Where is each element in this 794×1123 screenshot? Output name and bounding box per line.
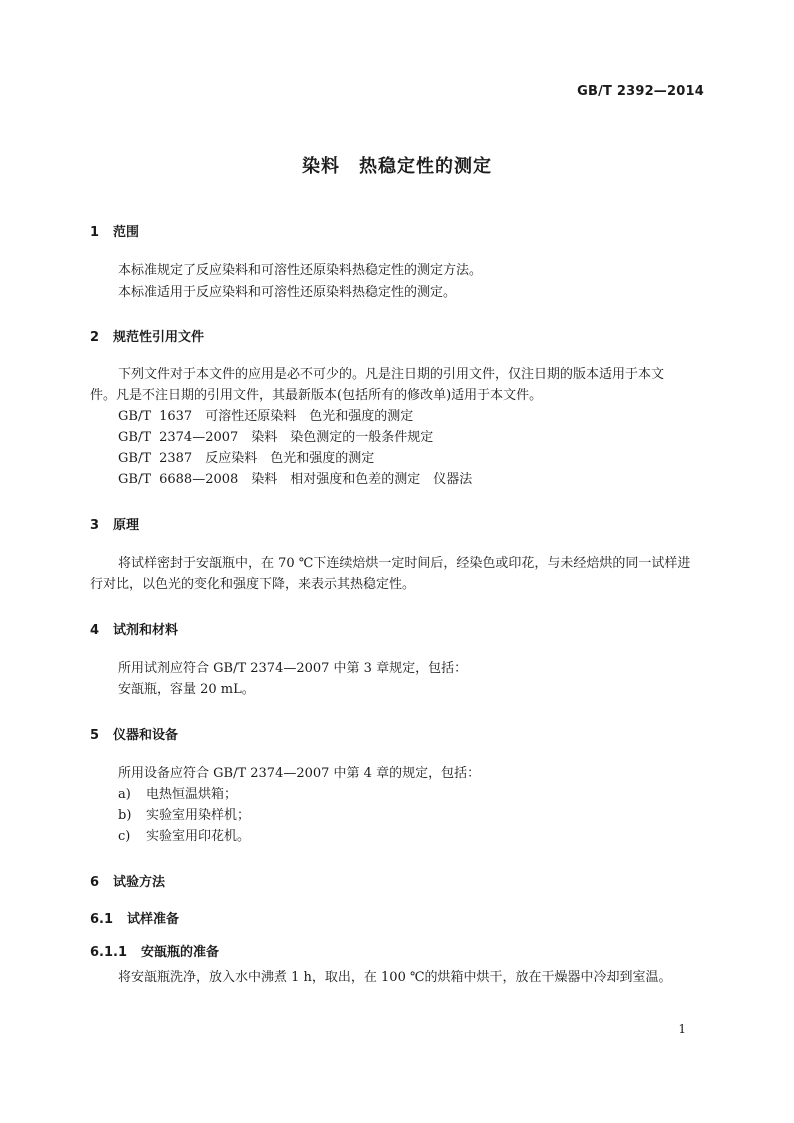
reference-item: GB/T 2374—2007 染料 染色测定的一般条件规定 (118, 430, 434, 445)
list-item (118, 829, 250, 845)
section-4-heading (90, 619, 178, 638)
paragraph-line: 所用设备应符合 GB/T 2374—2007 中第 4 章的规定，包括： (118, 766, 481, 781)
section-number: 4 (90, 623, 100, 638)
section-5-heading (90, 724, 178, 743)
reference-item: GB/T 2387 反应染料 色光和强度的测定 (118, 451, 375, 466)
paragraph-line: 所用试剂应符合 GB/T 2374—2007 中第 3 章规定，包括： (118, 661, 468, 676)
section-title: 试验方法 (113, 875, 166, 890)
paragraph-line: 下列文件对于本文件的应用是必不可少的。凡是注日期的引用文件，仅注日期的版本适用于本文 (118, 367, 665, 382)
list-text: 实验室用印花机。 (146, 829, 251, 844)
list-text: 实验室用染样机； (146, 808, 251, 823)
paragraph-line: 行对比，以色光的变化和强度下降，来表示其热稳定性。 (90, 577, 416, 592)
list-marker: b) (118, 808, 132, 823)
section-number: 5 (90, 728, 100, 743)
section-title: 规范性引用文件 (113, 330, 205, 345)
list-text: 电热恒温烘箱； (146, 787, 238, 802)
section-number: 6.1 (90, 912, 114, 927)
section-number: 3 (90, 518, 100, 533)
reference-item: GB/T 6688—2008 染料 相对强度和色差的测定 仪器法 (118, 472, 473, 487)
list-marker: a) (118, 787, 131, 802)
paragraph-line: 本标准规定了反应染料和可溶性还原染料热稳定性的测定方法。 (118, 263, 483, 278)
section-6-heading (90, 871, 165, 890)
list-item (118, 787, 237, 803)
section-6-1-heading (90, 908, 179, 927)
document-title: 染料 热稳定性的测定 (302, 156, 492, 177)
section-title: 安瓿瓶的准备 (141, 945, 220, 960)
section-title: 试样准备 (127, 912, 180, 927)
list-marker: c) (118, 829, 131, 844)
section-3-heading (90, 514, 139, 533)
list-item (118, 808, 250, 824)
paragraph-line: 件。凡是不注日期的引用文件，其最新版本(包括所有的修改单)适用于本文件。 (90, 388, 543, 403)
section-1-heading (90, 221, 139, 240)
section-title: 仪器和设备 (113, 728, 179, 743)
paragraph-line: 将试样密封于安瓿瓶中，在 70 ℃下连续焙烘一定时间后，经染色或印花，与未经焙烘的同一试样进 (118, 556, 691, 571)
reference-item: GB/T 1637 可溶性还原染料 色光和强度的测定 (118, 409, 414, 424)
section-2-heading (90, 326, 204, 345)
section-6-1-1-heading (90, 941, 219, 960)
page-number: 1 (678, 1022, 686, 1036)
section-title: 原理 (113, 518, 140, 533)
section-number: 1 (90, 225, 100, 240)
section-title: 范围 (113, 225, 140, 240)
paragraph-line: 将安瓿瓶洗净，放入水中沸煮 1 h，取出，在 100 ℃的烘箱中烘干，放在干燥器中冷却到室温。 (118, 970, 672, 985)
section-number: 6 (90, 875, 100, 890)
standard-code: GB/T 2392—2014 (577, 84, 704, 99)
section-title: 试剂和材料 (113, 623, 179, 638)
paragraph-line: 安瓿瓶，容量 20 mL。 (118, 682, 255, 697)
section-number: 6.1.1 (90, 945, 128, 960)
paragraph-line: 本标准适用于反应染料和可溶性还原染料热稳定性的测定。 (118, 285, 457, 300)
section-number: 2 (90, 330, 100, 345)
